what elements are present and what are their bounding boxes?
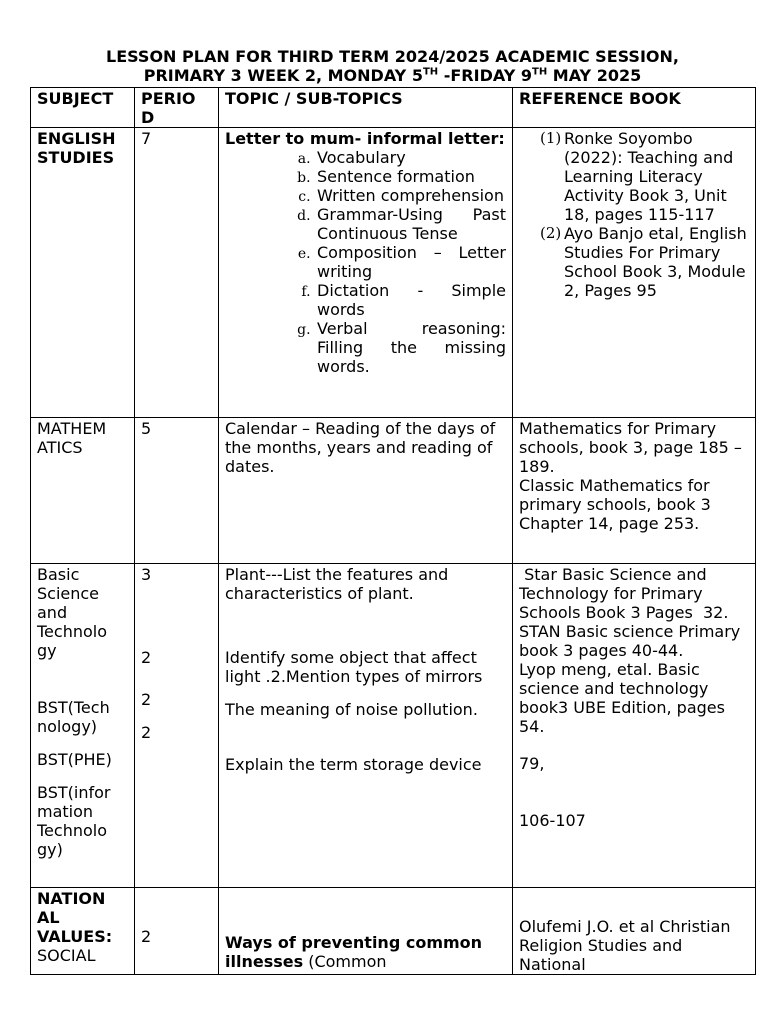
topic-text-rest: (Common — [303, 952, 387, 971]
table-header-row — [31, 88, 756, 128]
topic-text: The meaning of noise pollution. — [225, 700, 478, 719]
period-value: 3 — [141, 565, 152, 584]
list-number: (1) — [540, 129, 562, 147]
period-cell: 5 — [135, 418, 219, 564]
title-part: -FRIDAY 9 — [438, 66, 532, 85]
subject-text: NATION AL VALUES: — [37, 889, 113, 946]
title-line-1: LESSON PLAN FOR THIRD TERM 2024/2025 ACADEMIC SESSION, — [106, 47, 679, 66]
table-row-maths — [31, 418, 756, 564]
period-value: 2 — [141, 690, 152, 709]
topic-heading: Letter to mum- informal letter: — [225, 129, 505, 148]
reference-text: Olufemi J.O. et al Christian Religion Studies and National — [519, 917, 731, 974]
subtopic-list — [225, 148, 506, 376]
period-value: 2 — [141, 648, 152, 667]
subject-cell: ENGLISH STUDIES — [31, 128, 135, 418]
header-period: PERIO D — [135, 88, 219, 128]
table-row-national-values — [31, 888, 756, 975]
topic-heading: Ways of preventing common illnesses — [225, 933, 483, 971]
header-reference: REFERENCE BOOK — [513, 88, 756, 128]
reference-cell — [513, 564, 756, 888]
period-cell — [135, 888, 219, 975]
reference-cell — [513, 888, 756, 975]
period-cell — [135, 564, 219, 888]
period-value: 2 — [141, 723, 152, 742]
subject-cell: MATHEM ATICS — [31, 418, 135, 564]
list-item: e. Composition – Letter writing — [315, 243, 506, 281]
list-item: c. Written comprehension — [315, 186, 506, 205]
subject-cell — [31, 888, 135, 975]
period-cell: 7 — [135, 128, 219, 418]
reference-cell — [513, 418, 756, 564]
list-item — [540, 129, 749, 224]
list-item: g. Verbal reasoning: Filling the missing words. — [315, 319, 506, 376]
subject-text: SOCIAL — [37, 946, 96, 965]
topic-text: Plant---List the features and characteristics of plant. — [225, 565, 449, 603]
list-item: a. Vocabulary — [315, 148, 506, 167]
list-item: b. Sentence formation — [315, 167, 506, 186]
lesson-plan-table — [30, 87, 756, 975]
table-row-english — [31, 128, 756, 418]
reference-text: Star Basic Science and Technology for Primary Schools Book 3 Pages 32. — [519, 565, 729, 622]
reference-text: Mathematics for Primary schools, book 3, page 185 – 189. — [519, 419, 742, 476]
reference-text: Ayo Banjo etal, English Studies For Primary School Book 3, Module 2, Pages 95 — [564, 224, 747, 300]
topic-cell — [219, 564, 513, 888]
title-line-2 — [30, 66, 755, 85]
list-number: (2) — [540, 224, 562, 242]
header-subject: SUBJECT — [31, 88, 135, 128]
title-part: MAY 2025 — [547, 66, 642, 85]
title-part: PRIMARY 3 WEEK 2, MONDAY 5 — [143, 66, 423, 85]
list-item: d. Grammar-Using Past Continuous Tense — [315, 205, 506, 243]
reference-text: STAN Basic science Primary book 3 pages 40-44. — [519, 622, 741, 660]
title-superscript: TH — [422, 66, 439, 78]
header-topic: TOPIC / SUB-TOPICS — [219, 88, 513, 128]
reference-text: Classic Mathematics for primary schools, book 3 Chapter 14, page 253. — [519, 476, 711, 533]
topic-text: Identify some object that affect light .2.Mention types of mirrors — [225, 648, 483, 686]
reference-text: 106-107 — [519, 811, 586, 830]
subject-cell — [31, 564, 135, 888]
reference-text: 79, — [519, 754, 545, 773]
subject-text: Basic Science and Technolo gy — [37, 565, 107, 660]
topic-text — [225, 933, 506, 971]
period-value: 2 — [141, 927, 152, 946]
reference-cell — [513, 128, 756, 418]
page-title — [30, 47, 755, 85]
title-superscript: TH — [532, 66, 548, 78]
topic-cell — [219, 128, 513, 418]
subject-text: BST(PHE) — [37, 750, 112, 769]
subject-text: BST(infor mation Technolo gy) — [37, 783, 111, 859]
list-item — [540, 224, 749, 300]
list-item: f. Dictation - Simple words — [315, 281, 506, 319]
table-row-science — [31, 564, 756, 888]
topic-cell — [219, 888, 513, 975]
topic-cell: Calendar – Reading of the days of the months, years and reading of dates. — [219, 418, 513, 564]
topic-text: Explain the term storage device — [225, 755, 482, 774]
reference-list — [519, 129, 749, 300]
reference-text: Lyop meng, etal. Basic science and technology book3 UBE Edition, pages 54. — [519, 660, 725, 736]
reference-text: Ronke Soyombo (2022): Teaching and Learning Literacy Activity Book 3, Unit 18, pages 115-117 — [564, 129, 734, 224]
subject-text: BST(Tech nology) — [37, 698, 110, 736]
